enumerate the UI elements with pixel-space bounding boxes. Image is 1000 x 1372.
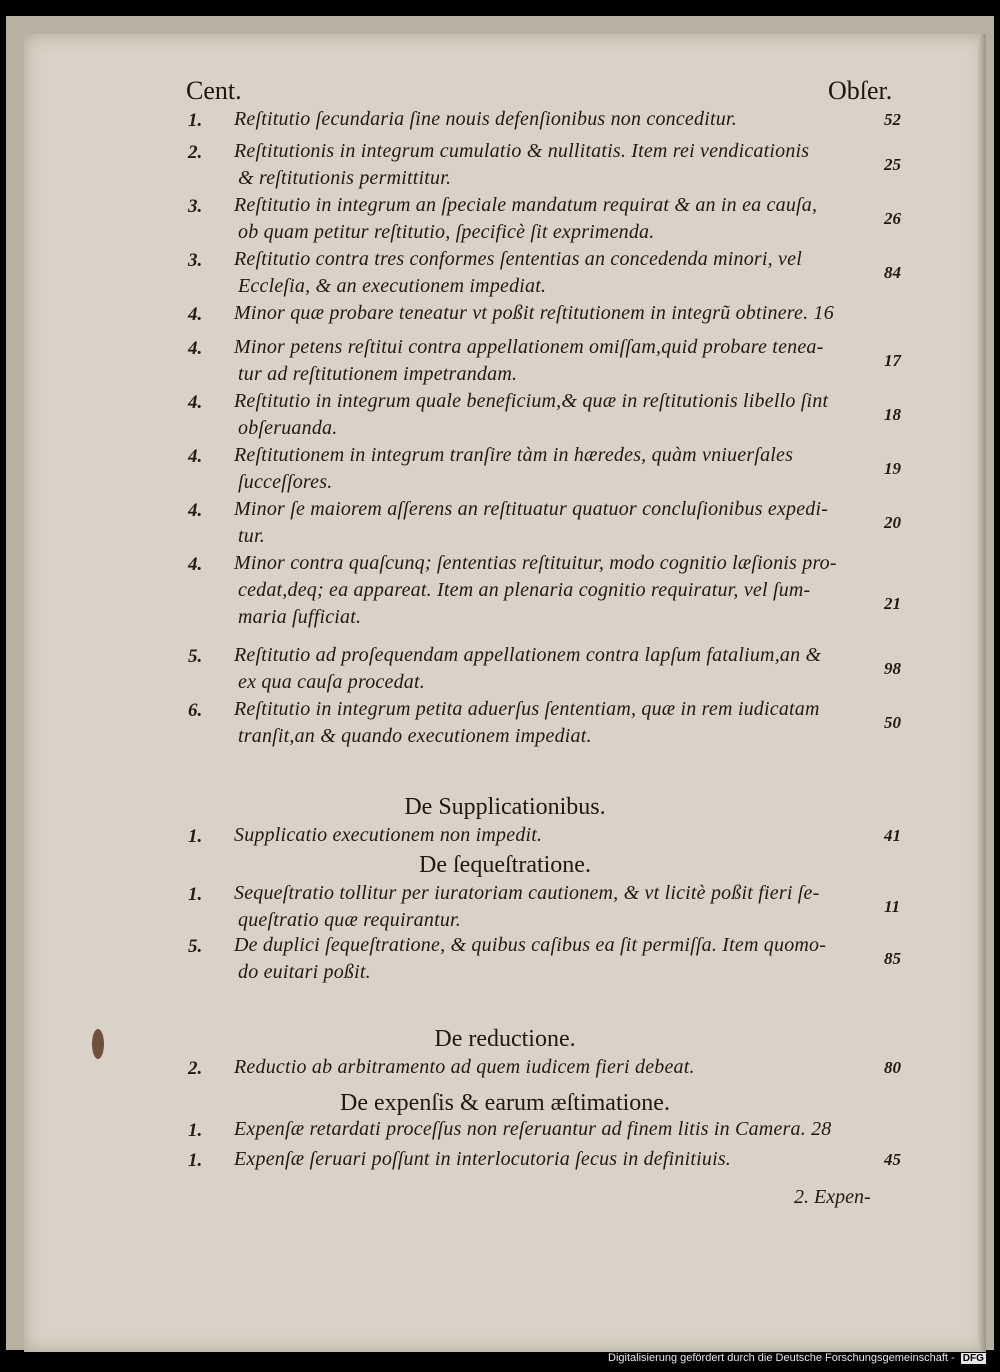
- entry-text-line: tur.: [238, 525, 265, 547]
- entry-number: 1.: [188, 826, 203, 847]
- entry-page-reference: 20: [884, 513, 901, 532]
- entry-text-line: Reſtitutio ad proſequendam appellationem contra lapſum fatalium,an &: [234, 644, 822, 666]
- entry-page-reference: 18: [884, 405, 901, 424]
- entry-number: 5.: [188, 646, 203, 667]
- entry-text-line: maria ſufficiat.: [238, 606, 362, 628]
- section-heading-expensis: De expenſis & earum æſtimatione.: [340, 1090, 670, 1116]
- entry-number: 4.: [188, 338, 203, 359]
- entry-text-line: Minor contra quaſcunq; ſententias reſtituitur, modo cognitio læſionis pro-: [234, 552, 837, 574]
- entry-text-line: tranſit,an & quando executionem impediat.: [238, 725, 592, 747]
- entry-text-line: do euitari poßit.: [238, 961, 371, 983]
- entry-number: 4.: [188, 446, 203, 467]
- entry-page-reference: 17: [884, 351, 901, 370]
- entry-text-line: Eccleſia, & an executionem impediat.: [238, 275, 547, 297]
- running-head-right: Obſer.: [828, 76, 893, 105]
- entry-text-line: obſeruanda.: [238, 417, 338, 439]
- entry-number: 3.: [188, 250, 203, 271]
- book-page: [24, 34, 986, 1352]
- footer-text: Digitalisierung gefördert durch die Deutsche Forschungsgemeinschaft -: [608, 1352, 955, 1364]
- entry-page-reference: 52: [884, 110, 901, 129]
- entry-text-line: Reſtitutio ſecundaria ſine nouis defenſionibus non conceditur.: [234, 108, 737, 130]
- entry-text-line: Sequeſtratio tollitur per iuratoriam cautionem, & vt licitè poßit fieri ſe-: [234, 882, 820, 904]
- entry-text-line: Reſtitutio in integrum petita aduerſus ſententiam, quæ in rem iudicatam: [234, 698, 820, 720]
- section-heading-reductione: De reductione.: [434, 1026, 576, 1052]
- entry-number: 1.: [188, 1120, 203, 1141]
- entry-page-reference: 80: [884, 1058, 901, 1077]
- entry-text-line: De duplici ſequeſtratione, & quibus caſibus ea ſit permiſſa. Item quomo-: [234, 934, 827, 956]
- entry-text-line: Minor ſe maiorem aſſerens an reſtituatur quatuor concluſionibus expedi-: [234, 498, 829, 520]
- entry-page-reference: 41: [884, 826, 901, 845]
- entry-text-line: Minor petens reſtitui contra appellationem omiſſam,quid probare tenea-: [234, 336, 824, 358]
- entry-number: 1.: [188, 1150, 203, 1171]
- entry-number: 1.: [188, 884, 203, 905]
- entry-text-line: tur ad reſtitutionem impetrandam.: [238, 363, 518, 385]
- entry-text-line: Reſtitutio in integrum an ſpeciale mandatum requirat & an in ea cauſa,: [234, 194, 818, 216]
- entry-text-line: Reductio ab arbitramento ad quem iudicem fieri debeat.: [234, 1056, 695, 1078]
- entry-text-line: Reſtitutio contra tres conformes ſententias an concedenda minori, vel: [234, 248, 802, 270]
- dfg-logo: DFG: [962, 1353, 984, 1364]
- entry-text-line: ſucceſſores.: [238, 471, 333, 493]
- page-edge: [978, 34, 986, 1352]
- entry-text-line: cedat,deq; ea appareat. Item an plenaria cognitio requiratur, vel ſum-: [238, 579, 811, 601]
- digitization-footer: [608, 1352, 986, 1364]
- entry-page-reference: 84: [884, 263, 901, 282]
- entry-number: 2.: [188, 142, 203, 163]
- entry-text-line: Reſtitutionis in integrum cumulatio & nullitatis. Item rei vendicationis: [234, 140, 810, 162]
- entry-number: 4.: [188, 554, 203, 575]
- entry-number: 1.: [188, 110, 203, 131]
- section-heading-supplicationibus: De Supplicationibus.: [404, 794, 606, 820]
- entry-text-line: ex qua cauſa procedat.: [238, 671, 425, 693]
- entry-text-line: & reſtitutionis permittitur.: [238, 167, 452, 189]
- entry-text-line: queſtratio quæ requirantur.: [238, 909, 462, 931]
- entry-number: 4.: [188, 500, 203, 521]
- entry-page-reference: 26: [884, 209, 901, 228]
- entry-number: 4.: [188, 304, 203, 325]
- entry-page-reference: 98: [884, 659, 901, 678]
- entry-number: 5.: [188, 936, 203, 957]
- entry-page-reference: 85: [884, 949, 901, 968]
- entry-number: 3.: [188, 196, 203, 217]
- entry-number: 6.: [188, 700, 203, 721]
- entry-text-line: Expenſæ ſeruari poſſunt in interlocutoria ſecus in definitiuis.: [234, 1148, 732, 1170]
- entry-page-reference: 50: [884, 713, 901, 732]
- entry-number: 4.: [188, 392, 203, 413]
- entry-text-line: Minor quæ probare teneatur vt poßit reſtitutionem in integrũ obtinere. 16: [234, 302, 834, 324]
- running-head-left: Cent.: [186, 76, 242, 105]
- entry-page-reference: 45: [884, 1150, 901, 1169]
- entry-page-reference: 19: [884, 459, 901, 478]
- entry-page-reference: 11: [884, 897, 901, 916]
- entry-text-line: Reſtitutio in integrum quale beneficium,& quæ in reſtitutionis libello ſint: [234, 390, 829, 412]
- entry-text-line: ob quam petitur reſtitutio, ſpecificè ſit exprimenda.: [238, 221, 655, 243]
- entry-text-line: Supplicatio executionem non impedit.: [234, 824, 543, 846]
- entry-number: 2.: [188, 1058, 203, 1079]
- catchword: 2. Expen-: [794, 1186, 871, 1208]
- section-heading-sequestratione: De ſequeſtratione.: [419, 852, 591, 878]
- entry-text-line: Reſtitutionem in integrum tranſire tàm in hæredes, quàm vniuerſales: [234, 444, 794, 466]
- entry-text-line: Expenſæ retardati proceſſus non reſeruantur ad finem litis in Camera. 28: [234, 1118, 832, 1140]
- scan-frame: [6, 16, 994, 1350]
- entry-page-reference: 21: [884, 594, 901, 613]
- entry-page-reference: 25: [884, 155, 901, 174]
